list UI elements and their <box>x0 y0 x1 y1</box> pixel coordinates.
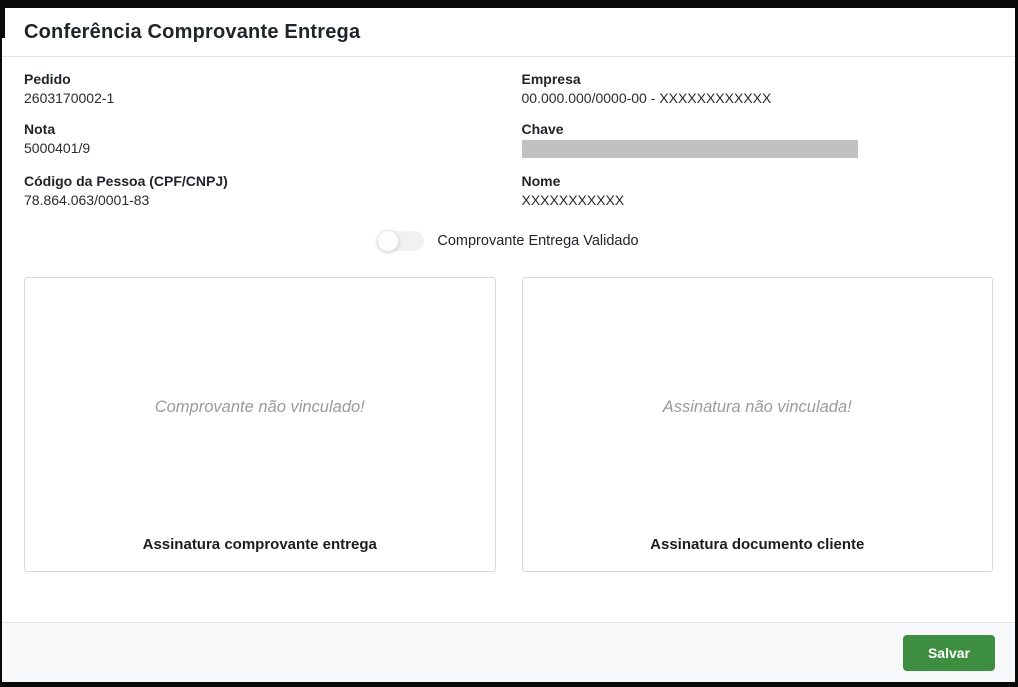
signature-documento-caption: Assinatura documento cliente <box>650 536 865 553</box>
field-nome-label: Nome <box>521 173 561 189</box>
field-chave <box>522 121 994 158</box>
signature-panels <box>24 277 993 572</box>
field-nota <box>24 121 496 158</box>
field-nota-label: Nota <box>24 121 56 137</box>
modal-body <box>2 57 1015 622</box>
signature-documento-placeholder: Assinatura não vinculada! <box>662 397 852 416</box>
field-empresa-label: Empresa <box>521 71 581 87</box>
signature-comprovante-caption: Assinatura comprovante entrega <box>142 536 377 553</box>
field-codigo-pessoa <box>24 173 496 208</box>
field-chave-label: Chave <box>521 121 564 137</box>
frame-notch <box>0 0 5 38</box>
comprovante-validado-toggle-label: Comprovante Entrega Validado <box>437 233 639 249</box>
toggle-knob-icon <box>377 230 399 252</box>
field-codigo-pessoa-value: 78.864.063/0001-83 <box>24 192 150 208</box>
field-pedido-label: Pedido <box>24 71 71 87</box>
field-nome-value: XXXXXXXXXXX <box>521 192 625 208</box>
field-nota-value: 5000401/9 <box>24 140 91 156</box>
field-empresa <box>522 71 994 106</box>
field-nome <box>522 173 994 208</box>
signature-comprovante-box[interactable] <box>24 277 496 572</box>
modal-header <box>2 8 1015 57</box>
conferencia-comprovante-modal <box>2 8 1015 682</box>
save-button[interactable]: Salvar <box>903 635 995 671</box>
field-pedido-value: 2603170002-1 <box>24 90 115 106</box>
field-chave-redacted-bar <box>522 140 858 158</box>
toggle-row <box>24 231 993 251</box>
signature-documento-box[interactable] <box>522 277 994 572</box>
field-empresa-value: 00.000.000/0000-00 - XXXXXXXXXXXX <box>521 90 772 106</box>
field-codigo-pessoa-label: Código da Pessoa (CPF/CNPJ) <box>24 173 228 189</box>
modal-title: Conferência Comprovante Entrega <box>24 21 361 43</box>
comprovante-validado-toggle[interactable] <box>378 231 424 251</box>
field-pedido <box>24 71 496 106</box>
modal-footer <box>2 622 1015 682</box>
signature-comprovante-placeholder: Comprovante não vinculado! <box>154 397 365 416</box>
fields-grid <box>24 71 993 223</box>
